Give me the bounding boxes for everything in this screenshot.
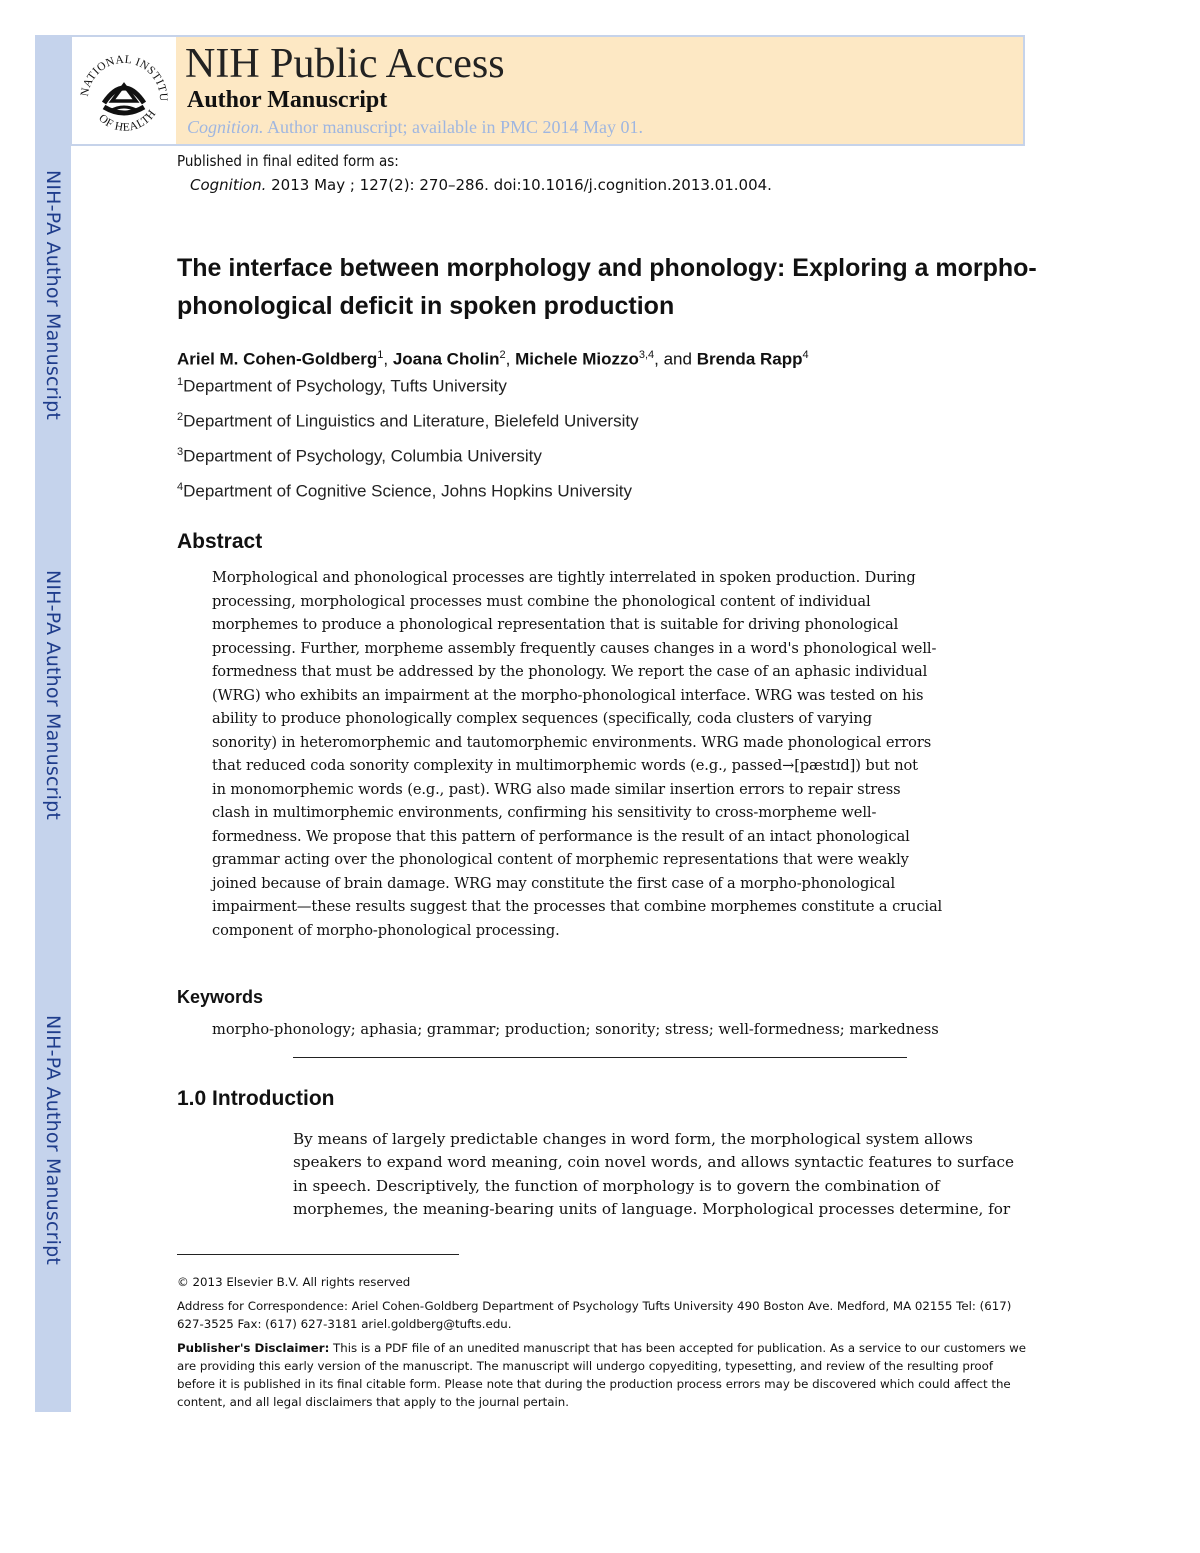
footnote-divider — [177, 1254, 459, 1255]
introduction-body — [293, 1128, 1033, 1222]
header-banner — [176, 37, 1023, 144]
abstract-line: formedness that must be addressed by the phonology. We report the case of an aphasic individual — [212, 663, 928, 680]
section-divider — [293, 1057, 907, 1058]
author-name: Brenda Rapp — [696, 349, 803, 369]
svg-text:NATIONAL INSTITUTES: NATIONAL INSTITU — [78, 53, 170, 102]
abstract-line: formedness. We propose that this pattern of performance is the result of an intact phonological — [212, 827, 910, 845]
abstract-line: in monomorphemic words (e.g., past). WRG also made similar insertion errors to repair stress — [212, 780, 901, 798]
abstract-line: (WRG) who exhibits an impairment at the morpho-phonological interface. WRG was tested on his — [212, 686, 924, 704]
nih-seal-icon — [72, 37, 176, 144]
keywords-list: morpho-phonology; aphasia; grammar; production; sonority; stress; well-formedness; markedness — [212, 1021, 939, 1038]
availability-line: Cognition. Author manuscript; available in PMC 2014 May 01. — [187, 117, 643, 137]
intro-line: By means of largely predictable changes in word form, the morphological system allows — [293, 1130, 973, 1148]
abstract-heading: Abstract — [177, 530, 263, 553]
abstract-line: impairment—these results suggest that the processes that combine morphemes constitute a crucial — [212, 898, 943, 915]
author-manuscript-label: Author Manuscript — [187, 87, 388, 113]
abstract-line: grammar acting over the phonological content of morphemic representations that were weakly — [212, 851, 909, 868]
abstract-line: that reduced coda sonority complexity in multimorphemic words (e.g., passed→[pæstɪd]) but not — [212, 757, 918, 774]
intro-line: morphemes, the meaning-bearing units of language. Morphological processes determine, for — [293, 1200, 1011, 1219]
abstract-line: Morphological and phonological processes are tightly interrelated in spoken production. During — [212, 569, 916, 586]
nih-header — [70, 35, 1025, 146]
abstract-line: joined because of brain damage. WRG may constitute the first case of a morpho-phonological — [212, 874, 896, 892]
affiliation: $^2$Department of Linguistics and Literature, Bielefeld University — [177, 411, 639, 431]
abstract-line: ability to produce phonologically complex sequences (specifically, coda clusters of varying — [212, 710, 872, 727]
affiliation: $^3$Department of Psychology, Columbia University — [177, 446, 542, 466]
nih-logo — [72, 37, 176, 144]
intro-line: in speech. Descriptively, the function of morphology is to govern the combination of — [293, 1176, 940, 1195]
author-name: Michele Miozzo — [515, 349, 639, 369]
correspondence-address: Address for Correspondence: Ariel Cohen-Goldberg Department of Psychology Tufts University 490 Boston Ave. Medford, MA 02155 Tel: (617) 627-3525 Fax: (617) 627-3181 ariel.goldberg@tufts.edu. — [177, 1299, 1012, 1331]
intro-line: speakers to expand word meaning, coin novel words, and allows syntactic features to surface — [293, 1153, 1014, 1172]
affiliation: $^4$Department of Cognitive Science, Johns Hopkins University — [177, 481, 632, 501]
affiliation: $^1$Department of Psychology, Tufts University — [177, 376, 507, 396]
published-label: Published in final edited form as: — [177, 152, 399, 170]
abstract-body — [212, 566, 992, 942]
citation: Cognition. 2013 May ; 127(2): 270–286. doi:10.1016/j.cognition.2013.01.004. — [190, 176, 772, 194]
copyright-note: © 2013 Elsevier B.V. All rights reserved — [177, 1275, 411, 1289]
introduction-heading: 1.0 Introduction — [177, 1087, 335, 1110]
abstract-line: processing. Further, morpheme assembly frequently causes changes in a word's phonological well- — [212, 639, 937, 657]
keywords-heading: Keywords — [177, 987, 264, 1007]
side-label-2: NIH-PA Author Manuscript — [42, 569, 64, 821]
nih-public-access-title: NIH Public Access — [185, 41, 505, 87]
publisher-disclaimer: Publisher's Disclaimer: This is a PDF file of an unedited manuscript that has been accepted for publication. As a service to our customers we are providing this early version of the manuscript. The manuscript will undergo copyediting, typesetting, and review of the resulting proof before it is published in its final citable form. Please note that during the production process errors may be discovered which could affect the content, and all legal disclaimers that apply to the journal pertain. — [177, 1341, 1027, 1409]
abstract-line: processing, morphological processes must combine the phonological content of individual — [212, 592, 871, 610]
abstract-line: component of morpho-phonological processing. — [212, 921, 560, 939]
side-label-1: NIH-PA Author Manuscript — [42, 169, 64, 421]
abstract-line: morphemes to produce a phonological representation that is suitable for driving phonological — [212, 616, 899, 633]
author-name: Ariel M. Cohen-Goldberg — [177, 349, 378, 369]
svg-text:OF HEALTH: OF HEALTH — [96, 107, 159, 134]
abstract-line: clash in multimorphemic environments, confirming his sensitivity to cross-morpheme well- — [212, 804, 877, 821]
nih-pa-side-strip — [35, 35, 71, 1412]
side-label-3: NIH-PA Author Manuscript — [42, 1014, 64, 1266]
author-name: Joana Cholin — [392, 349, 500, 369]
author-list: Ariel M. Cohen-Goldberg$^1$, Joana Cholin$^2$, Michele Miozzo$^{3,4}$, and Brenda Rapp$^4$ — [177, 349, 809, 369]
abstract-line: sonority) in heteromorphemic and tautomorphemic environments. WRG made phonological errors — [212, 733, 932, 751]
paper-title: The interface between morphology and phonology: Exploring a morpho-phonological deficit in spoken production — [177, 254, 1037, 320]
